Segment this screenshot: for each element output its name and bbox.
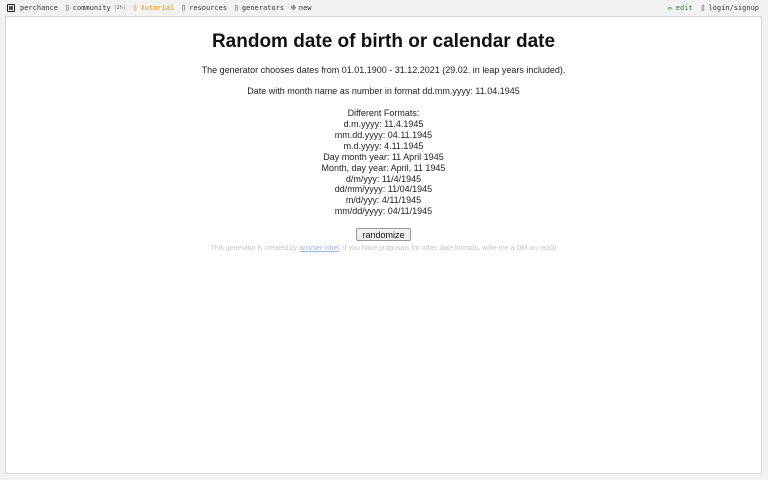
randomize-button[interactable]: randomize bbox=[356, 228, 410, 241]
nav-item-label: resources bbox=[189, 4, 228, 12]
nav-item-label: generators bbox=[241, 4, 285, 12]
nav-item-new[interactable] bbox=[291, 4, 311, 12]
resources-icon: ▯ bbox=[181, 3, 187, 12]
formats-heading: Different Formats: bbox=[347, 108, 420, 118]
nav-item-generators[interactable] bbox=[234, 4, 284, 12]
edit-link[interactable] bbox=[668, 4, 693, 12]
login-signup-label: login/signup bbox=[708, 4, 759, 12]
page-title: Random date of birth or calendar date bbox=[211, 31, 556, 52]
format-item: mm/dd/yyyy: 04/11/1945 bbox=[334, 206, 433, 217]
format-item: m.d.yyyy: 4.11.1945 bbox=[343, 140, 424, 151]
new-icon: ⊕ bbox=[291, 3, 296, 12]
brand-label: perchance bbox=[20, 4, 58, 12]
format-item: m/d/yyy: 4/11/1945 bbox=[345, 195, 422, 206]
format-item: Month, day year: April, 11 1945 bbox=[321, 162, 446, 173]
credit-prefix: This generator is created by bbox=[210, 245, 300, 252]
pencil-icon: ✏ bbox=[667, 3, 673, 12]
login-signup-link[interactable] bbox=[701, 4, 759, 12]
community-icon: ▯ bbox=[64, 3, 70, 12]
nav-item-label: tutorial bbox=[140, 4, 175, 12]
format-item: d.m.yyyy: 11.4.1945 bbox=[343, 119, 424, 129]
community-time-badge: (2h) bbox=[113, 5, 126, 11]
numeric-date-text: Date with month name as number in format dd.mm.yyyy: 11.04.1945 bbox=[247, 86, 520, 96]
generators-icon: ▯ bbox=[234, 3, 239, 12]
formats-list bbox=[6, 119, 761, 217]
format-item: d/m/yyy: 11/4/1945 bbox=[345, 173, 422, 184]
nav-item-tutorial[interactable] bbox=[133, 4, 175, 12]
credit-text bbox=[6, 245, 761, 252]
nav-home-link[interactable] bbox=[7, 4, 58, 12]
format-item: mm.dd.yyyy: 04.11.1945 bbox=[334, 129, 433, 140]
top-navigation-bar bbox=[0, 0, 768, 16]
tutorial-icon: ▯ bbox=[132, 3, 138, 12]
nav-left-group bbox=[0, 4, 319, 12]
generator-output-panel bbox=[5, 16, 762, 474]
nav-right-group bbox=[660, 0, 759, 16]
nav-item-community[interactable] bbox=[65, 4, 126, 12]
nav-item-label: community bbox=[72, 4, 111, 12]
edit-label: edit bbox=[675, 4, 693, 12]
format-item: dd/mm/yyyy: 11/04/1945 bbox=[334, 184, 433, 195]
format-item: Day month year: 11 April 1945 bbox=[323, 151, 444, 162]
nav-item-label: new bbox=[298, 4, 312, 12]
nav-item-resources[interactable] bbox=[181, 4, 227, 12]
credit-suffix: . If you have proposals for other date formats, write me a DM on reddit bbox=[338, 245, 557, 252]
user-icon: ▯ bbox=[700, 3, 706, 12]
author-link[interactable]: arcyser-vibel bbox=[299, 245, 339, 252]
date-range-text: The generator chooses dates from 01.01.1900 - 31.12.2021 (29.02. in leap years included). bbox=[201, 65, 566, 75]
dice-icon bbox=[7, 4, 15, 12]
button-row bbox=[6, 225, 761, 243]
